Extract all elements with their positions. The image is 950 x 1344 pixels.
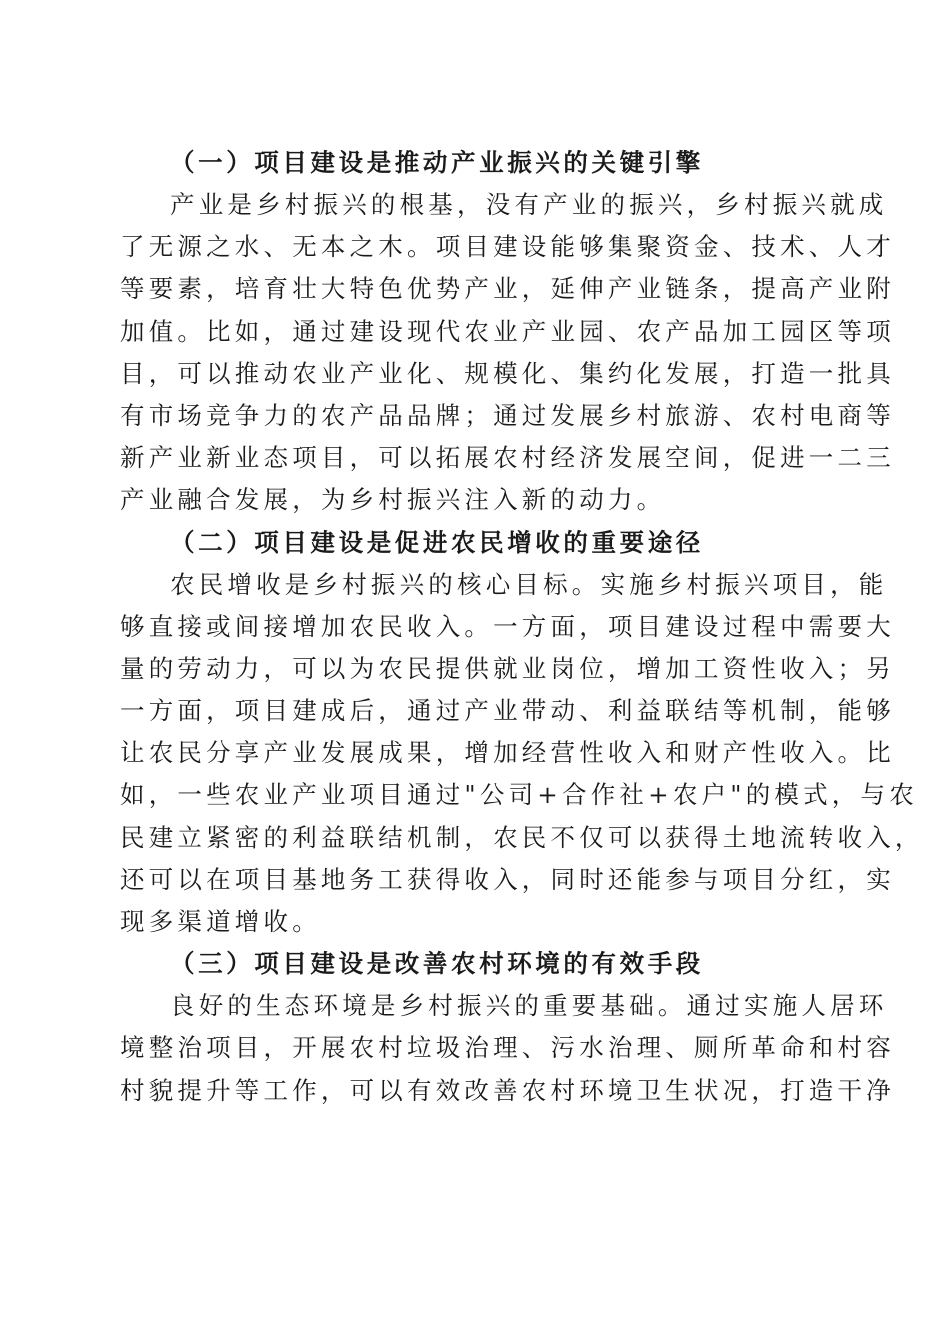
text-line: 一方面，项目建成后，通过产业带动、利益联结等机制，能够	[120, 696, 895, 726]
text-line: 够直接或间接增加农民收入。一方面，项目建设过程中需要大	[120, 611, 895, 641]
section-3-heading: （三）项目建设是改善农村环境的有效手段	[170, 949, 704, 979]
text-line: 量的劳动力，可以为农民提供就业岗位，增加工资性收入；另	[120, 653, 895, 683]
document-body	[120, 142, 924, 1112]
section-1-paragraph	[120, 184, 895, 522]
text-line: 村貌提升等工作，可以有效改善农村环境卫生状况，打造干净	[120, 1075, 895, 1105]
text-line: 产业是乡村振兴的根基，没有产业的振兴，乡村振兴就成	[170, 190, 888, 219]
text-line: 如，一些农业产业项目通过"公司+合作社+农户"的模式，与农	[120, 780, 918, 810]
text-line: 产业融合发展，为乡村振兴注入新的动力。	[120, 485, 666, 515]
text-line: 现多渠道增收。	[120, 907, 321, 936]
section-3	[120, 943, 895, 1112]
section-2-paragraph	[120, 564, 924, 944]
section-1-heading: （一）项目建设是推动产业振兴的关键引擎	[170, 148, 704, 177]
text-line: 农民增收是乡村振兴的核心目标。实施乡村振兴项目，能	[170, 569, 888, 599]
text-line: 民建立紧密的利益联结机制，农民不仅可以获得土地流转收入，	[120, 822, 924, 852]
text-line: 加值。比如，通过建设现代农业产业园、农产品加工园区等项	[120, 316, 895, 346]
text-line: 还可以在项目基地务工获得收入，同时还能参与项目分红，实	[120, 864, 895, 894]
section-2-heading: （二）项目建设是促进农民增收的重要途径	[170, 527, 704, 557]
text-line: 了无源之水、无本之木。项目建设能够集聚资金、技术、人才	[120, 232, 895, 262]
text-line: 让农民分享产业发展成果，增加经营性收入和财产性收入。比	[120, 738, 895, 768]
text-line: 等要素，培育壮大特色优势产业，延伸产业链条，提高产业附	[120, 274, 895, 304]
text-line: 新产业新业态项目，可以拓展农村经济发展空间，促进一二三	[120, 443, 895, 473]
text-line: 境整治项目，开展农村垃圾治理、污水治理、厕所革命和村容	[120, 1033, 895, 1063]
section-2	[120, 522, 924, 944]
section-1	[120, 142, 895, 522]
section-3-paragraph	[120, 985, 895, 1112]
text-line: 良好的生态环境是乡村振兴的重要基础。通过实施人居环	[170, 991, 888, 1021]
text-line: 有市场竞争力的农产品品牌；通过发展乡村旅游、农村电商等	[120, 400, 895, 430]
text-line: 目，可以推动农业产业化、规模化、集约化发展，打造一批具	[120, 358, 895, 388]
